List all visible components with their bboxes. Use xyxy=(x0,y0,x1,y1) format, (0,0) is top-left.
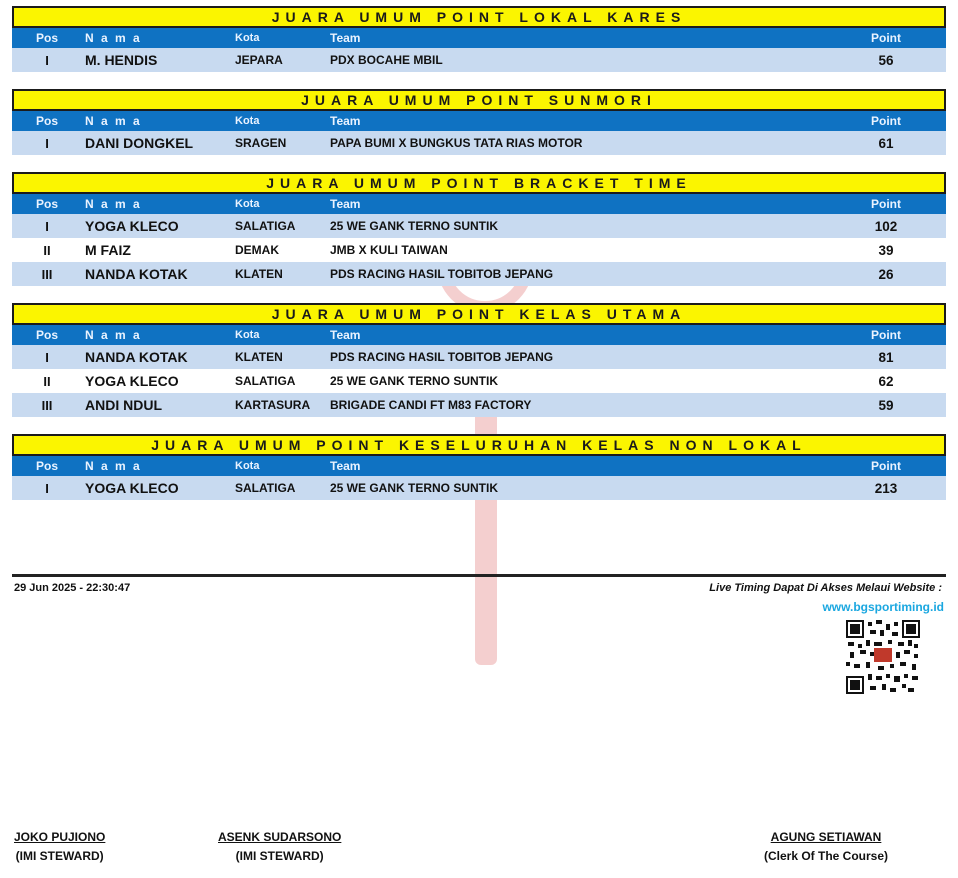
cell-team: 25 WE GANK TERNO SUNTIK xyxy=(330,374,499,388)
table-row xyxy=(12,262,946,286)
col-nama: N a m a xyxy=(85,197,142,211)
cell-team: PDS RACING HASIL TOBITOB JEPANG xyxy=(330,267,554,281)
cell-nama: NANDA KOTAK xyxy=(85,266,188,282)
col-team: Team xyxy=(330,459,361,473)
col-team: Team xyxy=(330,114,361,128)
table-row xyxy=(12,393,946,417)
signatory-name: JOKO PUJIONO xyxy=(14,830,106,844)
col-kota: Kota xyxy=(235,32,260,44)
table-header xyxy=(12,194,946,214)
cell-kota: DEMAK xyxy=(235,243,279,257)
cell-nama: NANDA KOTAK xyxy=(85,349,188,365)
col-team: Team xyxy=(330,31,361,45)
col-team: Team xyxy=(330,328,361,342)
cell-kota: KLATEN xyxy=(235,267,283,281)
table-row xyxy=(12,369,946,393)
col-pos: Pos xyxy=(35,459,58,473)
table-row xyxy=(12,476,946,500)
cell-team: BRIGADE CANDI FT M83 FACTORY xyxy=(330,398,532,412)
signatory-role: (IMI STEWARD) xyxy=(235,849,324,863)
results-sections xyxy=(12,6,946,517)
section-title: JUARA UMUM POINT KESELURUHAN KELAS NON LOKAL xyxy=(12,434,946,456)
cell-nama: M. HENDIS xyxy=(85,52,158,68)
cell-kota: JEPARA xyxy=(235,53,283,67)
cell-point: 102 xyxy=(874,218,898,234)
col-kota: Kota xyxy=(235,115,260,127)
cell-kota: KLATEN xyxy=(235,350,283,364)
section-bracket-time xyxy=(12,172,946,286)
col-nama: N a m a xyxy=(85,459,142,473)
signatory-name: AGUNG SETIAWAN xyxy=(770,830,882,844)
table-row xyxy=(12,238,946,262)
col-kota: Kota xyxy=(235,329,260,341)
cell-pos: III xyxy=(41,266,53,282)
cell-kota: SALATIGA xyxy=(235,481,296,495)
col-point: Point xyxy=(871,197,901,211)
cell-team: PDX BOCAHE MBIL xyxy=(330,53,443,67)
cell-nama: YOGA KLECO xyxy=(85,218,179,234)
cell-team: JMB X KULI TAIWAN xyxy=(330,243,448,257)
section-keseluruhan-non-lokal xyxy=(12,434,946,500)
section-sunmori xyxy=(12,89,946,155)
table-header xyxy=(12,456,946,476)
section-kelas-utama xyxy=(12,303,946,417)
col-point: Point xyxy=(871,114,901,128)
table-row xyxy=(12,131,946,155)
signatory-role: (IMI STEWARD) xyxy=(15,849,104,863)
col-pos: Pos xyxy=(35,197,58,211)
cell-point: 39 xyxy=(878,242,894,258)
cell-point: 213 xyxy=(874,480,898,496)
cell-team: PDS RACING HASIL TOBITOB JEPANG xyxy=(330,350,554,364)
col-point: Point xyxy=(871,328,901,342)
cell-pos: II xyxy=(43,373,51,389)
section-title: JUARA UMUM POINT BRACKET TIME xyxy=(12,172,946,194)
section-title: JUARA UMUM POINT SUNMORI xyxy=(12,89,946,111)
section-title: JUARA UMUM POINT KELAS UTAMA xyxy=(12,303,946,325)
section-title: JUARA UMUM POINT LOKAL KARES xyxy=(12,6,946,28)
cell-nama: M FAIZ xyxy=(85,242,131,258)
footer-divider xyxy=(12,574,946,577)
signatory-name: ASENK SUDARSONO xyxy=(218,830,342,844)
cell-point: 62 xyxy=(878,373,894,389)
section-lokal-kares xyxy=(12,6,946,72)
col-pos: Pos xyxy=(35,114,58,128)
table-row xyxy=(12,345,946,369)
col-point: Point xyxy=(871,459,901,473)
live-timing-text: Live Timing Dapat Di Akses Melaui Website : xyxy=(709,582,942,594)
cell-kota: SALATIGA xyxy=(235,219,296,233)
signatory-role: (Clerk Of The Course) xyxy=(764,849,889,863)
cell-pos: I xyxy=(45,135,49,151)
cell-pos: I xyxy=(45,52,49,68)
cell-kota: KARTASURA xyxy=(235,398,311,412)
table-header xyxy=(12,111,946,131)
cell-nama: YOGA KLECO xyxy=(85,373,179,389)
table-row xyxy=(12,214,946,238)
cell-point: 56 xyxy=(878,52,894,68)
col-kota: Kota xyxy=(235,198,260,210)
cell-kota: SALATIGA xyxy=(235,374,296,388)
cell-pos: II xyxy=(43,242,51,258)
table-row xyxy=(12,48,946,72)
table-header xyxy=(12,325,946,345)
cell-pos: I xyxy=(45,349,49,365)
col-nama: N a m a xyxy=(85,114,142,128)
col-nama: N a m a xyxy=(85,328,142,342)
cell-team: 25 WE GANK TERNO SUNTIK xyxy=(330,481,499,495)
cell-pos: III xyxy=(41,397,53,413)
timestamp: 29 Jun 2025 - 22:30:47 xyxy=(14,582,131,594)
cell-kota: SRAGEN xyxy=(235,136,287,150)
col-pos: Pos xyxy=(35,328,58,342)
cell-team: 25 WE GANK TERNO SUNTIK xyxy=(330,219,499,233)
cell-pos: I xyxy=(45,218,49,234)
qr-code-icon xyxy=(846,620,920,694)
col-nama: N a m a xyxy=(85,31,142,45)
col-point: Point xyxy=(871,31,901,45)
cell-point: 26 xyxy=(878,266,894,282)
cell-team: PAPA BUMI X BUNGKUS TATA RIAS MOTOR xyxy=(330,136,583,150)
cell-nama: DANI DONGKEL xyxy=(85,135,194,151)
signature-block-3 xyxy=(764,830,888,863)
cell-nama: YOGA KLECO xyxy=(85,480,179,496)
cell-point: 81 xyxy=(878,349,894,365)
cell-nama: ANDI NDUL xyxy=(85,397,162,413)
col-kota: Kota xyxy=(235,460,260,472)
cell-point: 59 xyxy=(878,397,894,413)
cell-point: 61 xyxy=(878,135,894,151)
table-header xyxy=(12,28,946,48)
cell-pos: I xyxy=(45,480,49,496)
col-pos: Pos xyxy=(35,31,58,45)
signature-block-2 xyxy=(218,830,341,863)
col-team: Team xyxy=(330,197,361,211)
signature-block-1 xyxy=(14,830,105,863)
website-link[interactable]: www.bgsportiming.id xyxy=(822,600,944,614)
